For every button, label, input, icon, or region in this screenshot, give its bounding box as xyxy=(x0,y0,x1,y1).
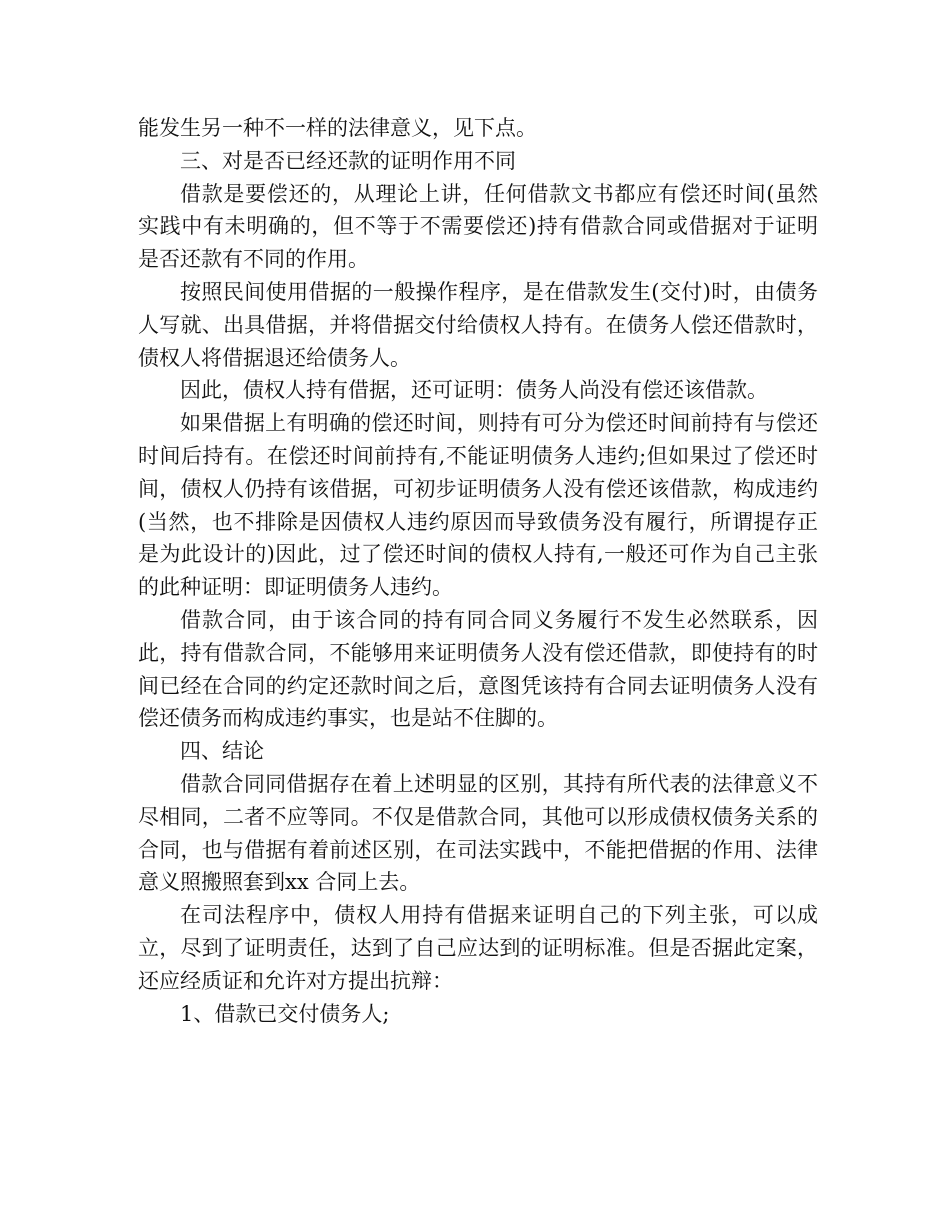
list-item: 1、借款已交付债务人; xyxy=(180,1001,390,1026)
section-heading-3: 三、对是否已经还款的证明作用不同 xyxy=(180,148,516,173)
paragraph: 如果借据上有明确的偿还时间，则持有可分为偿还时间前持有与偿还时间后持有。在偿还时间前持有,不能证明债务人违约;但如果过了偿还时间，债权人仍持有该借据，可初步证明债务人没有偿还该借款，构成违约(当然，也不排除是因债权人违约原因而导致债务没有履行，所谓提存正是为此设计的)因此，过了偿还时间的债权人持有,一般还可作为自己主张的此种证明：即证明债务人违约。 xyxy=(138,411,818,600)
paragraph: 因此，债权人持有借据，还可证明：债务人尚没有偿还该借款。 xyxy=(180,378,768,403)
section-heading-4: 四、结论 xyxy=(180,739,264,764)
paragraph: 在司法程序中，债权人用持有借据来证明自己的下列主张，可以成立，尽到了证明责任，达到了自己应达到的证明标准。但是否据此定案，还应经质证和允许对方提出抗辩： xyxy=(138,903,818,993)
paragraph: 借款合同同借据存在着上述明显的区别，其持有所代表的法律意义不尽相同，二者不应等同。不仅是借款合同，其他可以形成债权债务关系的合同，也与借据有着前述区别，在司法实践中，不能把借据的作用、法律意义照搬照套到xx 合同上去。 xyxy=(138,771,818,895)
paragraph-continuation: 能发生另一种不一样的法律意义，见下点。 xyxy=(138,116,537,140)
paragraph: 借款合同，由于该合同的持有同合同义务履行不发生必然联系，因此，持有借款合同，不能够用来证明债务人没有偿还借款，即使持有的时间已经在合同的约定还款时间之后，意图凭该持有合同去证明债务人没有偿还债务而构成违约事实，也是站不住脚的。 xyxy=(138,607,818,731)
document-body xyxy=(138,112,818,1030)
paragraph: 按照民间使用借据的一般操作程序，是在借款发生(交付)时，由债务人写就、出具借据，并将借据交付给债权人持有。在债务人偿还借款时，债权人将借据退还给债务人。 xyxy=(138,279,818,370)
paragraph: 借款是要偿还的，从理论上讲，任何借款文书都应有偿还时间(虽然实践中有未明确的，但不等于不需要偿还)持有借款合同或借据对于证明是否还款有不同的作用。 xyxy=(138,181,818,272)
